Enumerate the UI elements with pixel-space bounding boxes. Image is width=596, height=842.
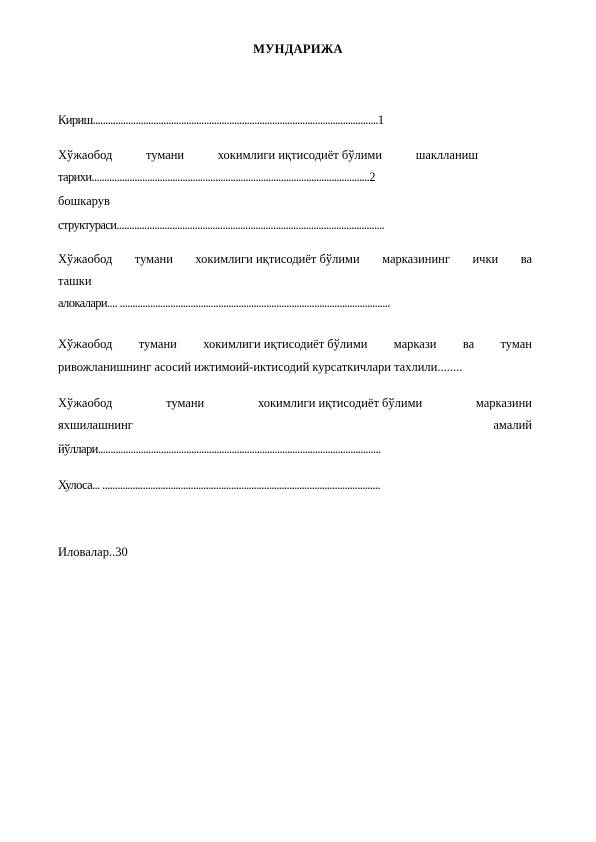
toc-entry-1-line-2: тарихи..............................................................................................................2 [58,170,375,184]
toc-entry-3-line-2: ривожланишнинг асосий ижтимоий-иктисодий курсаткичлари тахлили........ [58,360,463,374]
toc-entry-1-line-3: бошкарув [58,194,110,208]
toc-word: Хўжаобод [58,252,113,266]
toc-word: хокимлиги иқтисодиёт бўлими [257,396,423,410]
toc-word: туман [500,337,532,351]
toc-word: Хўжаобод [58,148,113,162]
toc-word: яхшилашнинг [58,418,133,432]
page-title: МУНДАРИЖА [253,42,343,56]
toc-word: хокимлиги иқтисодиёт бўлими [203,337,368,351]
toc-word: хокимлиги иқтисодиёт бўлими [217,148,383,162]
toc-entry-2-line-1 [58,252,532,267]
toc-entry-appendix: Иловалар..30 [58,545,128,559]
toc-entry-2-line-3: алокалари.... ........................................................................................................... [58,296,390,310]
toc-word: ички [472,252,499,266]
toc-entry-2-line-2: ташки [58,274,92,288]
toc-entry-3-line-1 [58,337,532,352]
toc-word: амалий [493,418,532,432]
toc-word: ва [462,337,475,351]
toc-word: Хўжаобод [58,337,113,351]
toc-word: Хўжаобод [58,396,113,410]
toc-word: тумани [134,252,173,266]
toc-entry-conclusion: Хулоса... .............................................................................................................. [58,478,380,492]
toc-entry-4-line-1 [58,396,532,411]
toc-word: марказининг [382,252,451,266]
toc-entry-4-line-3: йўллари................................................................................................................ [58,442,381,456]
toc-word: маркази [393,337,437,351]
toc-entry-4-line-2 [58,418,532,433]
toc-word: марказини [475,396,532,410]
toc-word: шаклланиш [415,148,478,162]
toc-word: тумани [145,148,185,162]
toc-entry-intro: Кириш.................................................................................................................1 [58,113,384,127]
toc-entry-1-line-1 [58,148,478,163]
toc-word: тумани [138,337,177,351]
toc-word: тумани [166,396,205,410]
toc-word: ва [520,252,532,266]
toc-word: хокимлиги иқтисодиёт бўлими [195,252,360,266]
toc-entry-1-line-4: структураси.......................................................................................................... [58,218,385,232]
